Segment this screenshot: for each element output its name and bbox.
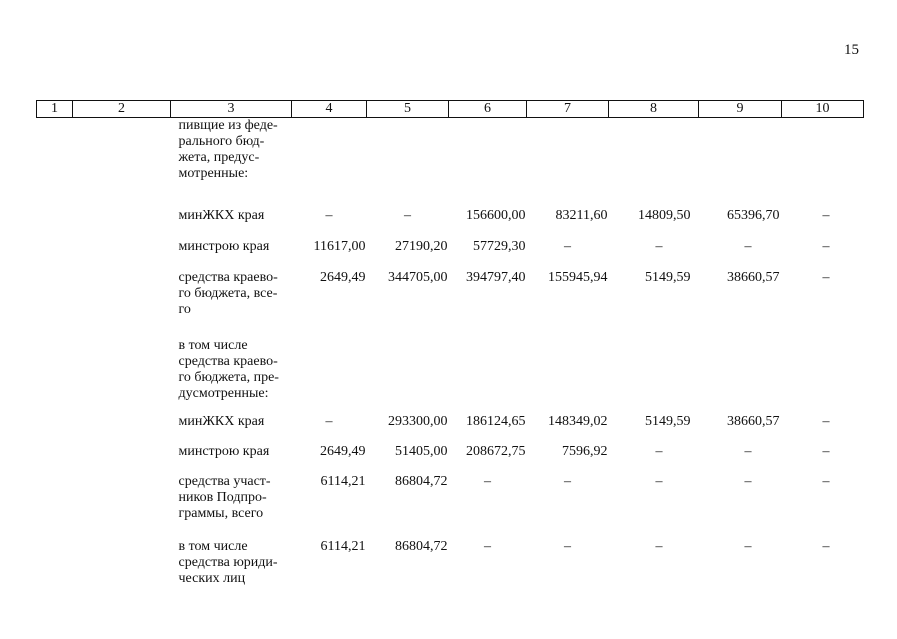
table-cell bbox=[292, 327, 367, 402]
table-cell bbox=[782, 118, 864, 194]
label-line: мотренные: bbox=[178, 166, 249, 181]
value-cell: – bbox=[822, 444, 830, 459]
value-cell: 2649,49 bbox=[320, 270, 366, 285]
table-cell bbox=[609, 327, 699, 402]
label-line: средства краево- bbox=[178, 354, 278, 369]
table-cell bbox=[367, 327, 449, 402]
value-cell: – bbox=[564, 239, 571, 254]
value-cell: 5149,59 bbox=[645, 270, 691, 285]
label-line: минстрою края bbox=[178, 239, 270, 254]
label-line: минЖКХ края bbox=[178, 208, 265, 223]
value-cell: – bbox=[325, 208, 333, 223]
table-row bbox=[37, 402, 864, 430]
table-row bbox=[37, 460, 864, 522]
table-cell bbox=[37, 522, 73, 587]
value-cell: – bbox=[822, 208, 830, 223]
table-cell bbox=[37, 402, 73, 430]
value-cell: 2649,49 bbox=[320, 444, 366, 459]
value-cell: 156600,00 bbox=[466, 208, 526, 223]
column-header: 3 bbox=[171, 101, 292, 118]
table-cell bbox=[609, 118, 699, 194]
header-row bbox=[37, 101, 864, 118]
table-cell bbox=[367, 118, 449, 194]
label-line: в том числе bbox=[178, 539, 248, 554]
table-cell bbox=[527, 327, 609, 402]
value-cell: 51405,00 bbox=[395, 444, 448, 459]
table-cell bbox=[699, 327, 782, 402]
table-row bbox=[37, 224, 864, 255]
table-cell bbox=[73, 224, 171, 255]
value-cell: – bbox=[822, 270, 830, 285]
table-cell bbox=[73, 460, 171, 522]
column-header: 7 bbox=[527, 101, 609, 118]
label-line: средства юриди- bbox=[178, 555, 278, 570]
label-line: жета, предус- bbox=[178, 150, 260, 165]
table-cell bbox=[292, 118, 367, 194]
table-row bbox=[37, 118, 864, 194]
label-line: го бюджета, пре- bbox=[178, 370, 279, 385]
table-cell bbox=[527, 118, 609, 194]
value-cell: – bbox=[655, 239, 663, 254]
table-cell bbox=[37, 224, 73, 255]
label-line: дусмотренные: bbox=[178, 386, 269, 401]
row-label bbox=[171, 118, 292, 194]
table-cell bbox=[73, 522, 171, 587]
value-cell: 27190,20 bbox=[395, 239, 448, 254]
value-cell: 86804,72 bbox=[395, 539, 448, 554]
value-cell: 14809,50 bbox=[638, 208, 691, 223]
value-cell: 65396,70 bbox=[727, 208, 780, 223]
label-line: ческих лиц bbox=[178, 571, 246, 586]
table-row bbox=[37, 193, 864, 224]
column-header: 2 bbox=[73, 101, 171, 118]
value-cell: – bbox=[744, 444, 752, 459]
column-header: 5 bbox=[367, 101, 449, 118]
value-cell: – bbox=[564, 539, 571, 554]
value-cell: 208672,75 bbox=[466, 444, 526, 459]
value-cell: – bbox=[744, 474, 752, 489]
table-cell bbox=[37, 193, 73, 224]
table-cell bbox=[699, 118, 782, 194]
table-body bbox=[37, 118, 864, 588]
column-header: 10 bbox=[782, 101, 864, 118]
row-label bbox=[171, 460, 292, 522]
value-cell: – bbox=[404, 208, 411, 223]
column-header: 9 bbox=[699, 101, 782, 118]
value-cell: 344705,00 bbox=[388, 270, 448, 285]
value-cell: – bbox=[484, 474, 491, 489]
table-cell bbox=[73, 402, 171, 430]
value-cell: – bbox=[325, 414, 333, 429]
label-line: пивщие из феде- bbox=[178, 118, 278, 133]
table-cell bbox=[73, 118, 171, 194]
value-cell: 83211,60 bbox=[555, 208, 608, 223]
value-cell: – bbox=[655, 539, 663, 554]
value-cell: – bbox=[822, 414, 830, 429]
label-line: рального бюд- bbox=[178, 134, 265, 149]
value-cell: – bbox=[564, 474, 571, 489]
value-cell: 6114,21 bbox=[320, 539, 366, 554]
table-cell bbox=[449, 327, 527, 402]
table-cell bbox=[73, 430, 171, 460]
row-label bbox=[171, 402, 292, 430]
table-cell bbox=[37, 327, 73, 402]
label-line: го bbox=[178, 302, 191, 317]
table-cell bbox=[37, 460, 73, 522]
value-cell: 186124,65 bbox=[466, 414, 526, 429]
label-line: го бюджета, все- bbox=[178, 286, 278, 301]
label-line: минстрою края bbox=[178, 444, 270, 459]
value-cell: 7596,92 bbox=[562, 444, 608, 459]
column-header: 6 bbox=[449, 101, 527, 118]
table-cell bbox=[37, 255, 73, 327]
value-cell: – bbox=[744, 539, 752, 554]
row-label bbox=[171, 193, 292, 224]
value-cell: 11617,00 bbox=[313, 239, 366, 254]
value-cell: 5149,59 bbox=[645, 414, 691, 429]
table-header bbox=[37, 101, 864, 118]
label-line: средства краево- bbox=[178, 270, 278, 285]
row-label bbox=[171, 327, 292, 402]
column-header: 8 bbox=[609, 101, 699, 118]
table-cell bbox=[73, 193, 171, 224]
table-cell bbox=[782, 327, 864, 402]
table-cell bbox=[37, 430, 73, 460]
value-cell: 394797,40 bbox=[466, 270, 526, 285]
value-cell: – bbox=[655, 474, 663, 489]
page-number: 15 bbox=[844, 42, 859, 58]
label-line: минЖКХ края bbox=[178, 414, 265, 429]
table-row bbox=[37, 327, 864, 402]
table-cell bbox=[449, 118, 527, 194]
value-cell: 6114,21 bbox=[320, 474, 366, 489]
label-line: в том числе bbox=[178, 338, 248, 353]
value-cell: 38660,57 bbox=[727, 270, 780, 285]
table-row bbox=[37, 522, 864, 587]
value-cell: 293300,00 bbox=[388, 414, 448, 429]
label-line: средства участ- bbox=[178, 474, 271, 489]
value-cell: 57729,30 bbox=[473, 239, 526, 254]
value-cell: 148349,02 bbox=[548, 414, 608, 429]
column-header: 1 bbox=[37, 101, 73, 118]
label-line: граммы, всего bbox=[178, 506, 264, 521]
table-cell bbox=[37, 118, 73, 194]
row-label bbox=[171, 224, 292, 255]
value-cell: 155945,94 bbox=[548, 270, 608, 285]
table-row bbox=[37, 255, 864, 327]
row-label bbox=[171, 430, 292, 460]
value-cell: – bbox=[655, 444, 663, 459]
value-cell: – bbox=[822, 539, 830, 554]
row-label bbox=[171, 522, 292, 587]
table-cell bbox=[73, 327, 171, 402]
value-cell: – bbox=[822, 239, 830, 254]
value-cell: – bbox=[744, 239, 752, 254]
table-row bbox=[37, 430, 864, 460]
value-cell: 86804,72 bbox=[395, 474, 448, 489]
label-line: ников Подпро- bbox=[178, 490, 267, 505]
table-cell bbox=[73, 255, 171, 327]
value-cell: – bbox=[484, 539, 491, 554]
row-label bbox=[171, 255, 292, 327]
column-header: 4 bbox=[292, 101, 367, 118]
value-cell: – bbox=[822, 474, 830, 489]
budget-table bbox=[36, 100, 864, 587]
value-cell: 38660,57 bbox=[727, 414, 780, 429]
